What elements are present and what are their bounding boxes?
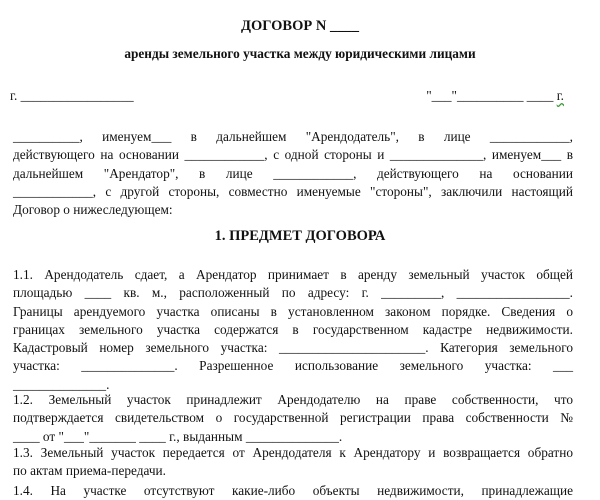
preamble-line: __________, именуем___ в дальнейшем "Арендодатель", в лице ____________, [13,129,573,144]
clause-line: ____ от "___"_______ ____ г., выданным ______________. [13,428,343,444]
contract-place: г. _________________ [10,88,134,103]
clause-line: 1.3. Земельный участок передается от Арендодателя к Арендатору и возвращается обратно [13,445,573,460]
clause-line: ______________. [13,376,110,392]
preamble-line: дальнейшем "Арендатор", в лице ____________, действующего на основании [13,165,573,181]
contract-date [426,88,564,104]
clause-line: 1.1. Арендодатель сдает, а Арендатор принимает в аренду земельный участок общей [13,267,573,282]
clause-line: границах земельного участка содержатся в государственном кадастре недвижимости. [13,321,573,337]
clause-1-2 [13,391,573,446]
clause-line: по актам приема-передачи. [13,463,166,479]
preamble-line: Договор о нижеследующем: [13,202,173,218]
clause-1-1 [13,266,573,394]
clause-line: подтверждается свидетельством о государственной регистрации права собственности № [13,410,573,426]
section-1-title: 1. ПРЕДМЕТ ДОГОВОРА [214,228,386,244]
preamble-line: ____________, с другой стороны, совместно именуемые "стороны", заключили настоящий [13,183,573,199]
preamble [13,128,573,219]
clause-line: площадью ____ кв. м., расположенный по адресу: г. _________, _________________. [13,285,573,301]
preamble-line: действующего на основании ____________, с одной стороны и ______________, именуем___ в [13,147,573,163]
clause-line: Границы арендуемого участка описаны в установленном законом порядке. Сведения о [13,303,573,319]
document-subtitle: аренды земельного участка между юридическими лицами [124,46,476,61]
clause-line: участка: ______________. Разрешенное использование земельного участка: ___ [13,358,573,374]
document-title: ДОГОВОР N ____ [241,18,359,34]
clause-line: 1.2. Земельный участок принадлежит Арендодателю на праве собственности, что [13,392,573,407]
clause-1-3 [13,444,573,481]
date-year-suffix: г. [556,88,564,103]
clause-line: 1.4. На участке отсутствуют какие-либо объекты недвижимости, принадлежащие [13,483,573,498]
clause-line: Кадастровый номер земельного участка: ______________________. Категория земельного [13,340,573,356]
clause-1-4 [13,482,573,500]
date-blanks: "___"__________ ____ [426,88,557,103]
